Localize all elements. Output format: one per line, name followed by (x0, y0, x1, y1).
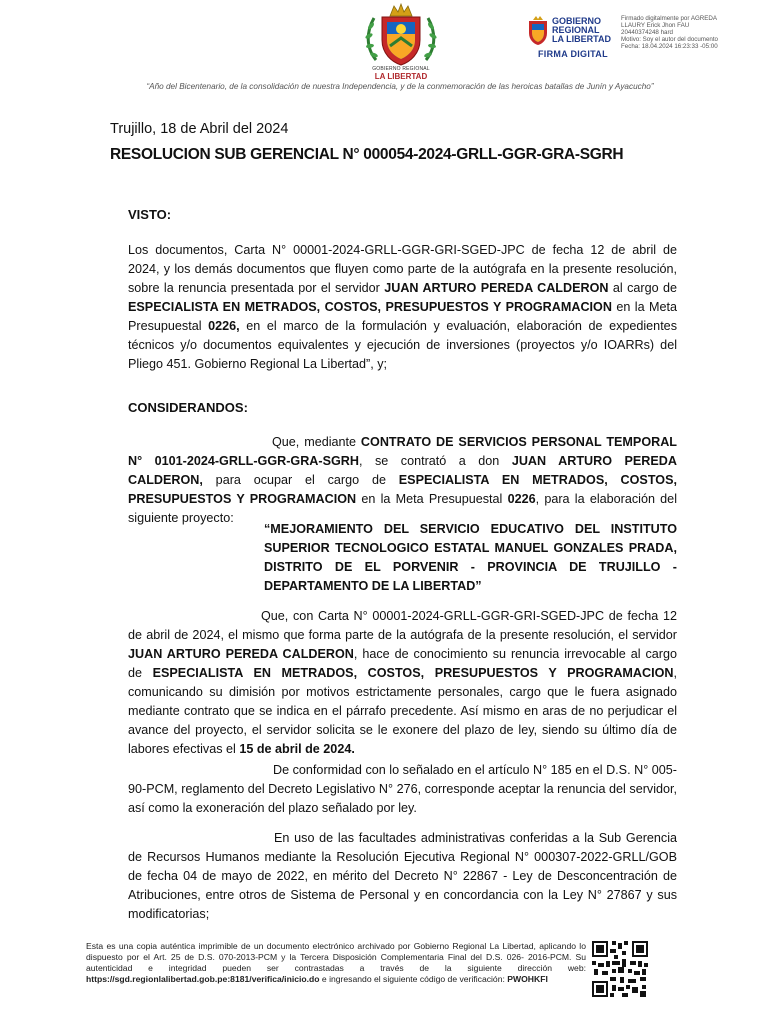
text-run: en la Meta Presupuestal (356, 492, 508, 506)
signature-line: Firmado digitalmente por AGREDA (621, 15, 717, 22)
qr-code-icon (592, 941, 648, 997)
firma-logo-line-2: REGIONAL (552, 25, 600, 35)
considerando-paragraph-4 (128, 829, 677, 924)
footer-text: Esta es una copia auténtica imprimible de un documento electrónico archivado por Gobierno Regional La Libertad, aplicando lo dispuesto por el Art. 25 de D.S. 070-2013-PCM y la Tercera Disposición Complementaria Final del D.S. 026- 2016-PCM. Su autenticidad e integridad pueden ser contrastadas a través de la siguiente dirección web: (86, 941, 586, 973)
position-name: ESPECIALISTA EN METRADOS, COSTOS, PRESUPUESTOS Y PROGRAMACION (128, 300, 612, 314)
text-run: en el marco de la formulación y evaluación, elaboración de expedientes técnicos y/o documentos equivalentes y ejecución de inversiones (proyectos y/o IOARRs) del Pliego 451. Gobierno Regional La Libertad”, y; (128, 319, 677, 371)
verification-url[interactable]: https://sgd.regionlalibertad.gob.pe:8181/verifica/inicio.do (86, 974, 320, 984)
year-motto: “Año del Bicentenario, de la consolidación de nuestra Independencia, y de la conmemoración de las heroicas batallas de Junín y Ayacucho” (146, 82, 654, 91)
signature-line: LLAURY Erick Jhon FAU (621, 22, 690, 29)
text-run: , hace de conocimiento su renuncia irrevocable al cargo de (128, 647, 677, 680)
last-work-day: 15 de abril de 2024. (239, 742, 355, 756)
crest-caption-small: GOBIERNO REGIONAL (372, 66, 430, 72)
project-name: “MEJORAMIENTO DEL SERVICIO EDUCATIVO DEL INSTITUTO SUPERIOR TECNOLOGICO ESTATAL MANUEL GONZALES PRADA, DISTRITO DE EL PORVENIR - PROVINCIA DE TRUJILLO - DEPARTAMENTO DE LA LIBERTAD” (264, 522, 677, 593)
digital-signature-block (621, 15, 761, 50)
text-run: en la Meta Presupuestal (128, 300, 678, 333)
firma-logo-line-1: GOBIERNO (552, 16, 602, 26)
text-run: Los documentos, Carta N° 00001-2024-GRLL-GGR-GRI-SGED-JPC de fecha 12 de abril de 2024, y los demás documentos que fluyen como parte de la autógrafa en la presente resolución, sobre la renuncia presentada por el servidor (128, 243, 677, 295)
text-run: , se contrató a don (358, 454, 512, 468)
considerando-paragraph-1 (128, 433, 677, 528)
authenticity-footer (86, 941, 586, 985)
contract-reference: CONTRATO DE SERVICIOS PERSONAL TEMPORAL N° 0101-2024-GRLL-GGR-GRA-SGRH (128, 435, 677, 468)
text-run: De conformidad con lo señalado en el artículo N° 185 en el D.S. N° 005- 90-PCM, reglamento del Decreto Legislativo N° 276, corresponde aceptar la renuncia del servidor, así como la exoneración del plazo señalado por ley. (128, 763, 677, 815)
crest-caption-big: LA LIBERTAD (374, 72, 428, 81)
verification-code: PWOHKFI (507, 974, 548, 984)
place-date: Trujillo, 18 de Abril del 2024 (110, 121, 289, 137)
firma-logo-line-3: LA LIBERTAD (552, 34, 611, 44)
text-run: , comunicando su dimisión por motivos estrictamente personales, cargo que le fuera asignado mediante contrato que se indica en el párrafo precedente. Así mismo en aras de no perjudicar el avance del proyecto, el servidor solicita se le exonere del plazo de ley, siendo su último día de labores efectivas el (128, 666, 677, 756)
regional-emblem-icon (526, 16, 550, 46)
resolution-title: RESOLUCION SUB GERENCIAL N° 000054-2024-GRLL-GGR-GRA-SGRH (110, 146, 624, 163)
servant-name: JUAN ARTURO PEREDA CALDERON (384, 281, 609, 295)
text-run: para ocupar el cargo de (202, 473, 399, 487)
regional-crest-logo (362, 2, 440, 68)
visto-paragraph (128, 241, 677, 374)
firma-digital-label: FIRMA DIGITAL (538, 49, 608, 59)
position-name: ESPECIALISTA EN METRADOS, COSTOS, PRESUPUESTOS Y PROGRAMACION (128, 473, 677, 506)
text-run: En uso de las facultades administrativas conferidas a la Sub Gerencia de Recursos Humanos mediante la Resolución Ejecutiva Regional N° 000307-2022-GRLL/GOB de fecha 04 de mayo de 2022, en mérito del Decreto N° 22867 - Ley de Desconcentración de Atribuciones, entre otros de Sistema de Personal y en concordancia con la Ley N° 27867 y sus modificatorias; (128, 831, 677, 921)
text-run: , para la elaboración del siguiente proyecto: (128, 492, 677, 525)
text-run: Que, con Carta N° 00001-2024-GRLL-GGR-GRI-SGED-JPC de fecha 12 de abril de 2024, el mismo que forma parte de la autógrafa de la presente resolución, el servidor (128, 609, 677, 642)
considerandos-heading: CONSIDERANDOS: (128, 400, 248, 415)
budget-goal: 0226 (507, 492, 536, 506)
signature-line: 20440374248 hard (621, 29, 673, 36)
signature-line: Motivo: Soy el autor del documento (621, 36, 718, 43)
considerando-paragraph-3 (128, 761, 677, 818)
servant-name: JUAN ARTURO PEREDA CALDERON, (128, 454, 677, 487)
crest-caption (362, 66, 440, 80)
budget-goal: 0226, (208, 319, 240, 333)
visto-heading: VISTO: (128, 207, 172, 222)
firma-digital-logo (526, 16, 618, 60)
text-run: al cargo de (608, 281, 677, 295)
footer-text: e ingresando el siguiente código de verificación: (319, 974, 508, 984)
considerando-paragraph-2 (128, 607, 677, 759)
position-name: ESPECIALISTA EN METRADOS, COSTOS, PRESUPUESTOS Y PROGRAMACION (152, 666, 674, 680)
text-run: Que, mediante (272, 435, 361, 449)
servant-name: JUAN ARTURO PEREDA CALDERON (128, 647, 354, 661)
signature-line: Fecha: 18.04.2024 16:23:33 -05:00 (621, 43, 718, 50)
